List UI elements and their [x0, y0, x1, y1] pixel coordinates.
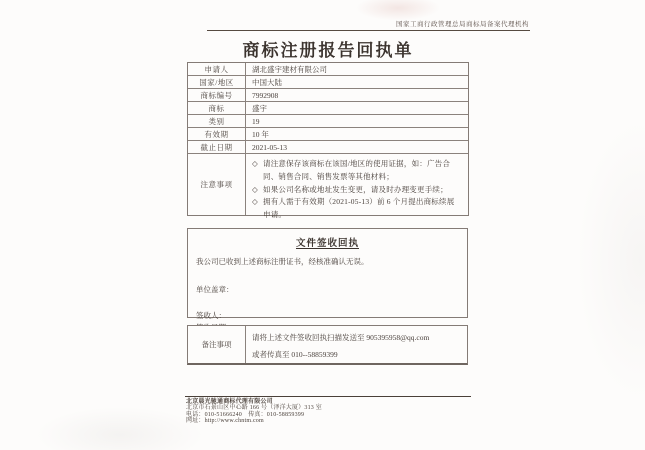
row-label: 商标编号 [188, 89, 246, 101]
row-value: 10 年 [252, 129, 269, 139]
row-value: 2021-05-13 [252, 142, 287, 152]
note-item [252, 184, 462, 197]
remarks-line-fax: 或者传真至 010--58859399 [252, 350, 338, 359]
table-row-validity [188, 128, 468, 141]
header-divider [207, 30, 530, 31]
row-value: 中国大陆 [252, 77, 282, 87]
table-row-trademark-number [188, 89, 468, 102]
page-title: 商标注册报告回执单 [242, 41, 414, 60]
footer-company-name: 北京晨光驰通商标代理有限公司 [186, 399, 273, 405]
footer-divider [185, 396, 471, 397]
footer-address: 北京市石景山区中心路 166 号（泽洋大厦）313 室 [186, 405, 322, 412]
remarks-label: 备注事项 [188, 326, 246, 363]
trademark-info-table [187, 62, 469, 220]
agency-header-line: 国家工商行政管理总局商标局备案代理机构 [396, 21, 529, 28]
company-seal-label: 单位盖章： [196, 285, 234, 294]
table-row-class [188, 115, 468, 128]
note-text: 拥有人需于有效期（2021-05-13）前 6 个月提出商标续展申请。 [263, 197, 455, 220]
footer-phone-fax: 电话：010-51666240 传真：010-58859399 [186, 411, 305, 418]
row-label: 注意事项 [188, 154, 246, 215]
note-text: 请注意保存该商标在该国/地区的使用证据，如：广告合同、销售合同、销售发票等其他材料； [263, 159, 451, 181]
row-label: 有效期 [188, 128, 246, 140]
row-value: 湖北盛宇建材有限公司 [252, 64, 327, 74]
footer-website: 网址：http://www.chntm.com [186, 418, 264, 425]
receipt-box-title: 文件签收回执 [295, 239, 359, 249]
note-item [252, 158, 462, 184]
row-value: 7992908 [252, 90, 279, 100]
remarks-line-email: 请将上述文件签收回执扫描发送至 905395958@qq.com [252, 333, 430, 342]
document-receipt-box [187, 228, 468, 318]
table-row-applicant [188, 63, 468, 76]
receipt-statement: 我公司已收到上述商标注册证书，经核准确认无误。 [196, 257, 369, 266]
diamond-bullet-icon: ◇ [252, 159, 258, 168]
signer-label: 签收人： [196, 311, 226, 320]
notes-content [246, 154, 468, 220]
row-label: 截止日期 [188, 141, 246, 153]
note-item [252, 196, 462, 222]
diamond-bullet-icon: ◇ [252, 197, 258, 207]
row-label: 申请人 [188, 63, 246, 75]
row-value: 盛宇 [252, 103, 267, 113]
row-label: 类别 [188, 115, 246, 127]
table-row-country [188, 76, 468, 89]
remarks-table [187, 325, 468, 365]
row-label: 国家/地区 [188, 76, 246, 88]
table-row-notes [188, 154, 468, 220]
note-text: 如果公司名称或地址发生变更，请及时办理变更手续； [263, 184, 448, 194]
remarks-content [246, 326, 467, 363]
row-label: 商标 [188, 102, 246, 114]
row-value: 19 [252, 116, 260, 126]
diamond-bullet-icon: ◇ [252, 184, 258, 194]
agency-footer [186, 399, 322, 425]
table-row-trademark-name [188, 102, 468, 115]
table-row-expiry-date [188, 141, 468, 154]
